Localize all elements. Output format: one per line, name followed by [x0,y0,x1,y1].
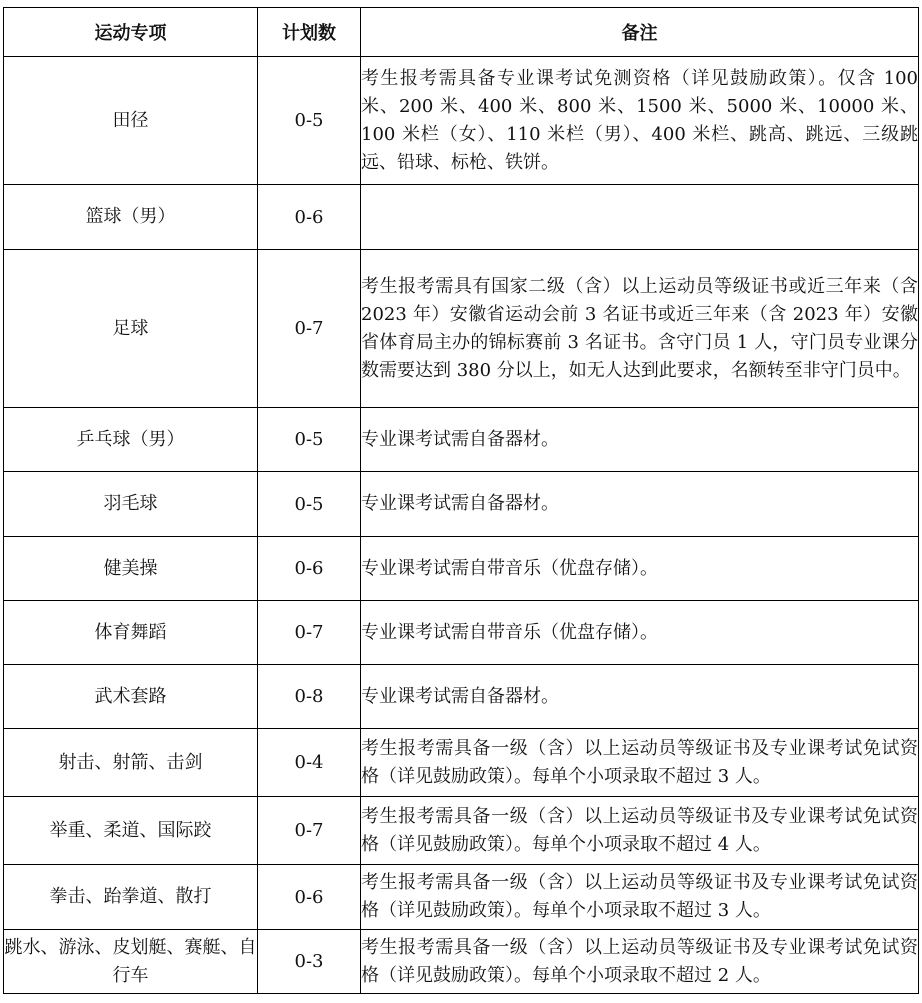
table-row [4,57,919,185]
sport-cell: 篮球（男） [4,185,258,250]
sport-cell: 田径 [4,57,258,185]
note-cell: 专业课考试需自备器材。 [361,408,919,472]
count-cell: 0-7 [258,250,361,408]
sport-cell: 跳水、游泳、皮划艇、赛艇、自行车 [4,930,258,994]
sport-cell: 举重、柔道、国际跤 [4,797,258,865]
count-cell: 0-5 [258,408,361,472]
note-cell: 专业课考试需自带音乐（优盘存储）。 [361,601,919,665]
table-row [4,250,919,408]
table-row [4,729,919,797]
sport-cell: 拳击、跆拳道、散打 [4,865,258,930]
count-cell: 0-5 [258,57,361,185]
table-row [4,665,919,729]
sport-cell: 射击、射箭、击剑 [4,729,258,797]
note-cell: 考生报考需具备一级（含）以上运动员等级证书及专业课考试免试资格（详见鼓励政策）。每单个小项录取不超过 2 人。 [361,930,919,994]
count-cell: 0-5 [258,472,361,537]
note-cell [361,185,919,250]
count-cell: 0-6 [258,865,361,930]
sport-cell: 武术套路 [4,665,258,729]
sport-cell: 健美操 [4,537,258,601]
note-cell: 考生报考需具备一级（含）以上运动员等级证书及专业课考试免试资格（详见鼓励政策）。每单个小项录取不超过 3 人。 [361,865,919,930]
note-cell: 专业课考试需自备器材。 [361,665,919,729]
note-cell: 专业课考试需自带音乐（优盘存储）。 [361,537,919,601]
table-row [4,185,919,250]
count-cell: 0-7 [258,601,361,665]
count-cell: 0-8 [258,665,361,729]
note-cell: 考生报考需具有国家二级（含）以上运动员等级证书或近三年来（含 2023 年）安徽省运动会前 3 名证书或近三年来（含 2023 年）安徽省体育局主办的锦标赛前 3 名证书。含守门员 1 人，守门员专业课分数需要达到 380 分以上，如无人达到此要求，名额转至非守门员中。 [361,250,919,408]
count-cell: 0-6 [258,537,361,601]
header-count: 计划数 [258,8,361,57]
note-cell: 专业课考试需自备器材。 [361,472,919,537]
sport-cell: 体育舞蹈 [4,601,258,665]
note-cell: 考生报考需具备一级（含）以上运动员等级证书及专业课考试免试资格（详见鼓励政策）。每单个小项录取不超过 4 人。 [361,797,919,865]
table-header-row [4,8,919,57]
header-note: 备注 [361,8,919,57]
sports-quota-table [3,7,919,994]
count-cell: 0-7 [258,797,361,865]
sport-cell: 羽毛球 [4,472,258,537]
table-row [4,472,919,537]
count-cell: 0-4 [258,729,361,797]
table-row [4,865,919,930]
table-row [4,601,919,665]
table-row [4,537,919,601]
table-row [4,797,919,865]
header-sport: 运动专项 [4,8,258,57]
count-cell: 0-6 [258,185,361,250]
note-cell: 考生报考需具备一级（含）以上运动员等级证书及专业课考试免试资格（详见鼓励政策）。每单个小项录取不超过 3 人。 [361,729,919,797]
count-cell: 0-3 [258,930,361,994]
table-row [4,408,919,472]
sport-cell: 足球 [4,250,258,408]
sport-cell: 乒乓球（男） [4,408,258,472]
table-row [4,930,919,994]
note-cell: 考生报考需具备专业课考试免测资格（详见鼓励政策）。仅含 100 米、200 米、400 米、800 米、1500 米、5000 米、10000 米、100 米栏（女）、110 米栏（男）、400 米栏、跳高、跳远、三级跳远、铅球、标枪、铁饼。 [361,57,919,185]
